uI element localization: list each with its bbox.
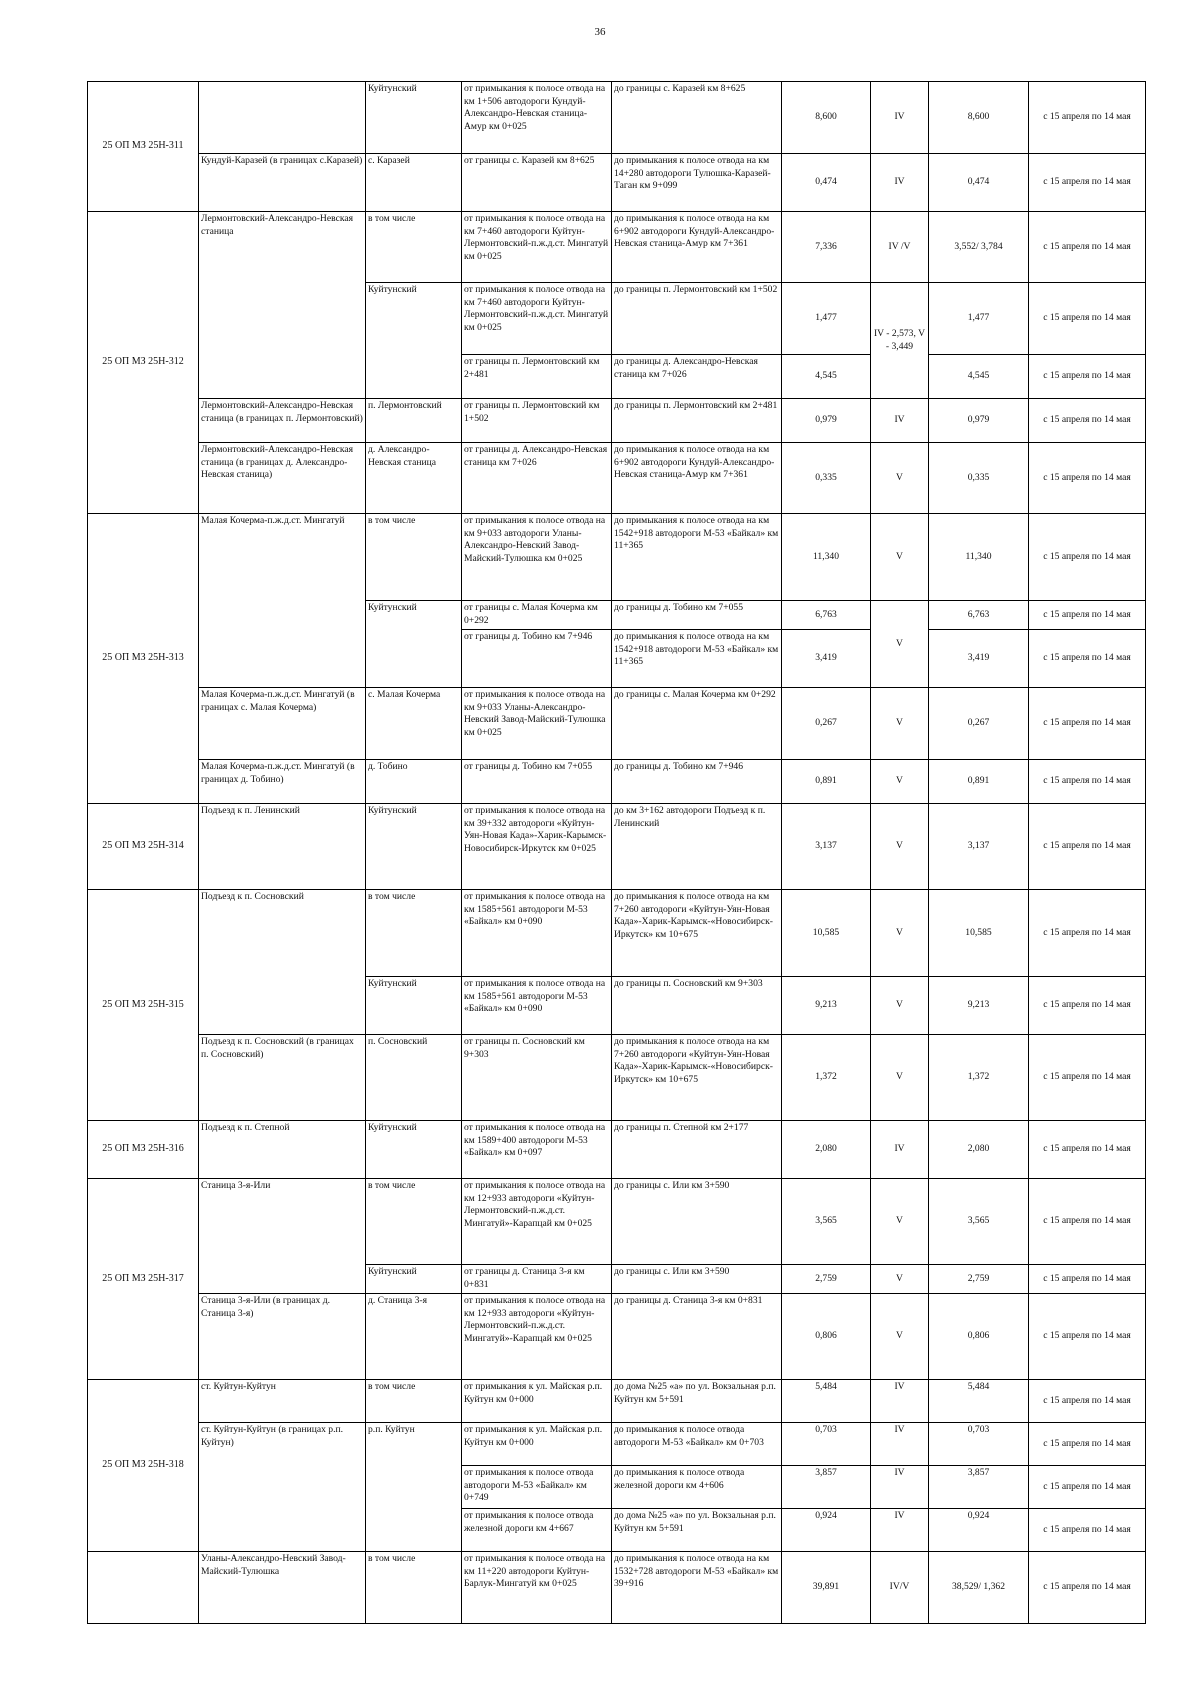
road-register-table <box>87 81 1146 1624</box>
length-cell: 0,335 <box>782 443 871 514</box>
district-cell: в том числе <box>366 212 462 283</box>
period-cell: с 15 апреля по 14 мая <box>1029 443 1146 514</box>
road-code <box>88 1552 199 1624</box>
length-cell: 1,372 <box>782 1035 871 1121</box>
from-cell: от примыкания к ул. Майская р.п. Куйтун км 0+000 <box>462 1380 612 1423</box>
table-row <box>88 1179 1146 1265</box>
category-cell: IV <box>871 1509 929 1552</box>
road-name-cell: Лермонтовский-Александро-Невская станица (в границах д. Александро-Невская станица) <box>199 443 366 514</box>
from-cell: от примыкания к полосе отвода на км 12+933 автодороги «Куйтун-Лермонтовский-п.ж.д.ст. Мингатуй»-Карапцай км 0+025 <box>462 1294 612 1380</box>
length-total-cell: 2,759 <box>929 1265 1029 1294</box>
length-total-cell: 3,552/ 3,784 <box>929 212 1029 283</box>
road-name-cell: Кундуй-Каразей (в границах с.Каразей) <box>199 154 366 212</box>
from-cell: от примыкания к полосе отвода на км 1+506 автодороги Кундуй-Александро-Невская станица-Амур км 0+025 <box>462 82 612 154</box>
road-name-cell: Малая Кочерма-п.ж.д.ст. Мингатуй <box>199 514 366 688</box>
from-cell: от примыкания к полосе отвода на км 9+033 Уланы-Александро-Невский Завод-Майский-Тулюшка км 0+025 <box>462 688 612 760</box>
from-cell: от границы д. Тобино км 7+946 <box>462 630 612 688</box>
period-cell: с 15 апреля по 14 мая <box>1029 399 1146 443</box>
category-cell: V <box>871 688 929 760</box>
category-cell: IV <box>871 1466 929 1509</box>
district-cell: д. Станица 3-я <box>366 1294 462 1380</box>
district-cell: Куйтунский <box>366 804 462 890</box>
from-cell: от границы с. Каразей км 8+625 <box>462 154 612 212</box>
to-cell: до границы п. Лермонтовский км 1+502 <box>612 283 782 355</box>
category-cell: IV - 2,573, V - 3,449 <box>871 283 929 399</box>
length-cell: 8,600 <box>782 82 871 154</box>
district-cell: Куйтунский <box>366 1121 462 1179</box>
length-total-cell: 4,545 <box>929 355 1029 399</box>
period-cell: с 15 апреля по 14 мая <box>1029 1552 1146 1624</box>
to-cell: до примыкания к полосе отвода на км 7+260 автодороги «Куйтун-Уян-Новая Када»-Харик-Карымск-«Новосибирск-Иркутск» км 10+675 <box>612 890 782 977</box>
table-row <box>88 804 1146 890</box>
length-total-cell: 0,979 <box>929 399 1029 443</box>
district-cell: Куйтунский <box>366 283 462 399</box>
length-total-cell: 8,600 <box>929 82 1029 154</box>
category-cell: IV /V <box>871 212 929 283</box>
district-cell: в том числе <box>366 514 462 601</box>
table-row <box>88 890 1146 977</box>
length-total-cell: 5,484 <box>929 1380 1029 1423</box>
to-cell: до границы с. Или км 3+590 <box>612 1179 782 1265</box>
to-cell: до примыкания к полосе отвода на км 1542+918 автодороги М-53 «Байкал» км 11+365 <box>612 514 782 601</box>
period-cell: с 15 апреля по 14 мая <box>1029 1294 1146 1380</box>
to-cell: до примыкания к полосе отвода на км 1542+918 автодороги М-53 «Байкал» км 11+365 <box>612 630 782 688</box>
length-total-cell: 0,474 <box>929 154 1029 212</box>
district-cell: в том числе <box>366 1179 462 1265</box>
length-cell: 0,267 <box>782 688 871 760</box>
length-cell: 3,565 <box>782 1179 871 1265</box>
length-total-cell: 1,372 <box>929 1035 1029 1121</box>
from-cell: от примыкания к полосе отвода на км 39+332 автодороги «Куйтун-Уян-Новая Када»-Харик-Карымск-Новосибирск-Иркутск км 0+025 <box>462 804 612 890</box>
road-name-cell: Станица 3-я-Или (в границах д. Станица 3-я) <box>199 1294 366 1380</box>
from-cell: от примыкания к полосе отвода на км 12+933 автодороги «Куйтун-Лермонтовский-п.ж.д.ст. Мингатуй»-Карапцай км 0+025 <box>462 1179 612 1265</box>
from-cell: от примыкания к полосе отвода железной дороги км 4+667 <box>462 1509 612 1552</box>
table-row <box>88 1294 1146 1380</box>
from-cell: от границы п. Лермонтовский км 2+481 <box>462 355 612 399</box>
table-row <box>88 514 1146 601</box>
category-cell: V <box>871 1035 929 1121</box>
from-cell: от границы с. Малая Кочерма км 0+292 <box>462 601 612 630</box>
length-total-cell: 0,924 <box>929 1509 1029 1552</box>
table-row <box>88 760 1146 804</box>
to-cell: до примыкания к полосе отвода на км 7+260 автодороги «Куйтун-Уян-Новая Када»-Харик-Карымск-«Новосибирск-Иркутск» км 10+675 <box>612 1035 782 1121</box>
road-name-cell: Лермонтовский-Александро-Невская станица <box>199 212 366 399</box>
period-cell: с 15 апреля по 14 мая <box>1029 630 1146 688</box>
category-cell: V <box>871 760 929 804</box>
from-cell: от границы д. Александро-Невская станица км 7+026 <box>462 443 612 514</box>
to-cell: до примыкания к полосе отвода на км 6+902 автодороги Кундуй-Александро-Невская станица-Амур км 7+361 <box>612 443 782 514</box>
road-code: 25 ОП МЗ 25Н-311 <box>88 82 199 212</box>
length-cell: 4,545 <box>782 355 871 399</box>
table-row <box>88 399 1146 443</box>
category-cell: V <box>871 601 929 688</box>
road-code: 25 ОП МЗ 25Н-317 <box>88 1179 199 1380</box>
category-cell: V <box>871 977 929 1035</box>
district-cell: д. Тобино <box>366 760 462 804</box>
page-number: 36 <box>594 26 606 38</box>
period-cell: с 15 апреля по 14 мая <box>1029 1466 1146 1509</box>
length-cell: 0,891 <box>782 760 871 804</box>
category-cell: IV <box>871 399 929 443</box>
road-name-cell: Подъезд к п. Сосновский (в границах п. Сосновский) <box>199 1035 366 1121</box>
district-cell: п. Лермонтовский <box>366 399 462 443</box>
category-cell: IV/V <box>871 1552 929 1624</box>
from-cell: от границы д. Станица 3-я км 0+831 <box>462 1265 612 1294</box>
from-cell: от границы п. Лермонтовский км 1+502 <box>462 399 612 443</box>
period-cell: с 15 апреля по 14 мая <box>1029 1179 1146 1265</box>
to-cell: до границы п. Лермонтовский км 2+481 <box>612 399 782 443</box>
to-cell: до границы п. Сосновский км 9+303 <box>612 977 782 1035</box>
period-cell: с 15 апреля по 14 мая <box>1029 154 1146 212</box>
length-cell: 2,080 <box>782 1121 871 1179</box>
road-name-cell: Подъезд к п. Ленинский <box>199 804 366 890</box>
length-total-cell: 0,891 <box>929 760 1029 804</box>
length-total-cell: 3,857 <box>929 1466 1029 1509</box>
length-cell: 39,891 <box>782 1552 871 1624</box>
from-cell: от примыкания к полосе отвода на км 9+033 автодороги Уланы-Александро-Невский Завод-Майский-Тулюшка км 0+025 <box>462 514 612 601</box>
to-cell: до примыкания к полосе отвода на км 6+902 автодороги Кундуй-Александро-Невская станица-Амур км 7+361 <box>612 212 782 283</box>
length-total-cell: 3,419 <box>929 630 1029 688</box>
table-row <box>88 1380 1146 1423</box>
road-name-cell: Малая Кочерма-п.ж.д.ст. Мингатуй (в границах с. Малая Кочерма) <box>199 688 366 760</box>
period-cell: с 15 апреля по 14 мая <box>1029 1265 1146 1294</box>
length-cell: 6,763 <box>782 601 871 630</box>
district-cell: д. Александро-Невская станица <box>366 443 462 514</box>
period-cell: с 15 апреля по 14 мая <box>1029 1121 1146 1179</box>
road-code: 25 ОП МЗ 25Н-315 <box>88 890 199 1121</box>
district-cell: с. Каразей <box>366 154 462 212</box>
period-cell: с 15 апреля по 14 мая <box>1029 1423 1146 1466</box>
road-name-cell: ст. Куйтун-Куйтун (в границах р.п. Куйтун) <box>199 1423 366 1552</box>
length-cell: 9,213 <box>782 977 871 1035</box>
category-cell: V <box>871 514 929 601</box>
from-cell: от примыкания к ул. Майская р.п. Куйтун км 0+000 <box>462 1423 612 1466</box>
length-cell: 7,336 <box>782 212 871 283</box>
road-code: 25 ОП МЗ 25Н-313 <box>88 514 199 804</box>
period-cell: с 15 апреля по 14 мая <box>1029 890 1146 977</box>
to-cell: до границы д. Станица 3-я км 0+831 <box>612 1294 782 1380</box>
length-cell: 3,137 <box>782 804 871 890</box>
table-row <box>88 443 1146 514</box>
period-cell: с 15 апреля по 14 мая <box>1029 760 1146 804</box>
district-cell: в том числе <box>366 890 462 977</box>
period-cell: с 15 апреля по 14 мая <box>1029 514 1146 601</box>
road-code: 25 ОП МЗ 25Н-318 <box>88 1380 199 1552</box>
period-cell: с 15 апреля по 14 мая <box>1029 601 1146 630</box>
road-code: 25 ОП МЗ 25Н-314 <box>88 804 199 890</box>
length-cell: 0,979 <box>782 399 871 443</box>
table-row <box>88 688 1146 760</box>
to-cell: до дома №25 «а» по ул. Вокзальная р.п. Куйтун км 5+591 <box>612 1509 782 1552</box>
from-cell: от примыкания к полосе отвода на км 1585+561 автодороги М-53 «Байкал» км 0+090 <box>462 890 612 977</box>
length-cell: 5,484 <box>782 1380 871 1423</box>
from-cell: от примыкания к полосе отвода автодороги М-53 «Байкал» км 0+749 <box>462 1466 612 1509</box>
road-name-cell: Подъезд к п. Степной <box>199 1121 366 1179</box>
length-total-cell: 3,565 <box>929 1179 1029 1265</box>
from-cell: от примыкания к полосе отвода на км 7+460 автодороги Куйтун-Лермонтовский-п.ж.д.ст. Мингатуй км 0+025 <box>462 283 612 355</box>
category-cell: IV <box>871 154 929 212</box>
road-name-cell <box>199 82 366 154</box>
to-cell: до примыкания к полосе отвода на км 1532+728 автодороги М-53 «Байкал» км 39+916 <box>612 1552 782 1624</box>
period-cell: с 15 апреля по 14 мая <box>1029 977 1146 1035</box>
road-name-cell: Малая Кочерма-п.ж.д.ст. Мингатуй (в границах д. Тобино) <box>199 760 366 804</box>
category-cell: IV <box>871 82 929 154</box>
category-cell: V <box>871 804 929 890</box>
period-cell: с 15 апреля по 14 мая <box>1029 212 1146 283</box>
category-cell: V <box>871 890 929 977</box>
length-total-cell: 1,477 <box>929 283 1029 355</box>
from-cell: от границы п. Сосновский км 9+303 <box>462 1035 612 1121</box>
category-cell: V <box>871 1294 929 1380</box>
period-cell: с 15 апреля по 14 мая <box>1029 804 1146 890</box>
length-total-cell: 6,763 <box>929 601 1029 630</box>
to-cell: до примыкания к полосе отвода на км 14+280 автодороги Тулюшка-Каразей-Таган км 9+099 <box>612 154 782 212</box>
period-cell: с 15 апреля по 14 мая <box>1029 82 1146 154</box>
to-cell: до границы д. Александро-Невская станица км 7+026 <box>612 355 782 399</box>
to-cell: до км 3+162 автодороги Подъезд к п. Ленинский <box>612 804 782 890</box>
road-name-cell: Уланы-Александро-Невский Завод-Майский-Тулюшка <box>199 1552 366 1624</box>
road-name-cell: Станица 3-я-Или <box>199 1179 366 1294</box>
category-cell: IV <box>871 1380 929 1423</box>
district-cell: Куйтунский <box>366 1265 462 1294</box>
table-row <box>88 1552 1146 1624</box>
road-name-cell: Лермонтовский-Александро-Невская станица (в границах п. Лермонтовский) <box>199 399 366 443</box>
length-cell: 3,419 <box>782 630 871 688</box>
period-cell: с 15 апреля по 14 мая <box>1029 1035 1146 1121</box>
length-total-cell: 0,267 <box>929 688 1029 760</box>
table-row <box>88 1121 1146 1179</box>
to-cell: до примыкания к полосе отвода автодороги М-53 «Байкал» км 0+703 <box>612 1423 782 1466</box>
to-cell: до границы с. Или км 3+590 <box>612 1265 782 1294</box>
length-total-cell: 9,213 <box>929 977 1029 1035</box>
length-total-cell: 10,585 <box>929 890 1029 977</box>
table-row <box>88 154 1146 212</box>
category-cell: V <box>871 1179 929 1265</box>
length-total-cell: 3,137 <box>929 804 1029 890</box>
district-cell: с. Малая Кочерма <box>366 688 462 760</box>
length-cell: 0,806 <box>782 1294 871 1380</box>
to-cell: до примыкания к полосе отвода железной дороги км 4+606 <box>612 1466 782 1509</box>
district-cell: п. Сосновский <box>366 1035 462 1121</box>
to-cell: до границы д. Тобино км 7+946 <box>612 760 782 804</box>
district-cell: в том числе <box>366 1380 462 1423</box>
table-row <box>88 1423 1146 1466</box>
from-cell: от примыкания к полосе отвода на км 11+220 автодороги Куйтун-Барлук-Мингатуй км 0+025 <box>462 1552 612 1624</box>
to-cell: до границы с. Каразей км 8+625 <box>612 82 782 154</box>
road-code: 25 ОП МЗ 25Н-312 <box>88 212 199 514</box>
length-total-cell: 11,340 <box>929 514 1029 601</box>
length-total-cell: 2,080 <box>929 1121 1029 1179</box>
to-cell: до границы д. Тобино км 7+055 <box>612 601 782 630</box>
district-cell: Куйтунский <box>366 977 462 1035</box>
length-total-cell: 0,335 <box>929 443 1029 514</box>
table-row <box>88 212 1146 283</box>
length-total-cell: 0,703 <box>929 1423 1029 1466</box>
period-cell: с 15 апреля по 14 мая <box>1029 688 1146 760</box>
from-cell: от примыкания к полосе отвода на км 1585+561 автодороги М-53 «Байкал» км 0+090 <box>462 977 612 1035</box>
table-row <box>88 82 1146 154</box>
district-cell: р.п. Куйтун <box>366 1423 462 1552</box>
period-cell: с 15 апреля по 14 мая <box>1029 355 1146 399</box>
length-cell: 0,703 <box>782 1423 871 1466</box>
table-row <box>88 1035 1146 1121</box>
length-cell: 0,474 <box>782 154 871 212</box>
category-cell: IV <box>871 1423 929 1466</box>
length-cell: 10,585 <box>782 890 871 977</box>
length-cell: 11,340 <box>782 514 871 601</box>
category-cell: IV <box>871 1121 929 1179</box>
road-code: 25 ОП МЗ 25Н-316 <box>88 1121 199 1179</box>
road-name-cell: Подъезд к п. Сосновский <box>199 890 366 1035</box>
period-cell: с 15 апреля по 14 мая <box>1029 1380 1146 1423</box>
from-cell: от границы д. Тобино км 7+055 <box>462 760 612 804</box>
district-cell: в том числе <box>366 1552 462 1624</box>
length-total-cell: 38,529/ 1,362 <box>929 1552 1029 1624</box>
period-cell: с 15 апреля по 14 мая <box>1029 1509 1146 1552</box>
from-cell: от примыкания к полосе отвода на км 1589+400 автодороги М-53 «Байкал» км 0+097 <box>462 1121 612 1179</box>
category-cell: V <box>871 1265 929 1294</box>
district-cell: Куйтунский <box>366 601 462 688</box>
length-cell: 2,759 <box>782 1265 871 1294</box>
category-cell: V <box>871 443 929 514</box>
to-cell: до границы с. Малая Кочерма км 0+292 <box>612 688 782 760</box>
length-total-cell: 0,806 <box>929 1294 1029 1380</box>
length-cell: 1,477 <box>782 283 871 355</box>
to-cell: до границы п. Степной км 2+177 <box>612 1121 782 1179</box>
length-cell: 0,924 <box>782 1509 871 1552</box>
period-cell: с 15 апреля по 14 мая <box>1029 283 1146 355</box>
length-cell: 3,857 <box>782 1466 871 1509</box>
district-cell: Куйтунский <box>366 82 462 154</box>
road-name-cell: ст. Куйтун-Куйтун <box>199 1380 366 1423</box>
to-cell: до дома №25 «а» по ул. Вокзальная р.п. Куйтун км 5+591 <box>612 1380 782 1423</box>
from-cell: от примыкания к полосе отвода на км 7+460 автодороги Куйтун-Лермонтовский-п.ж.д.ст. Мингатуй км 0+025 <box>462 212 612 283</box>
